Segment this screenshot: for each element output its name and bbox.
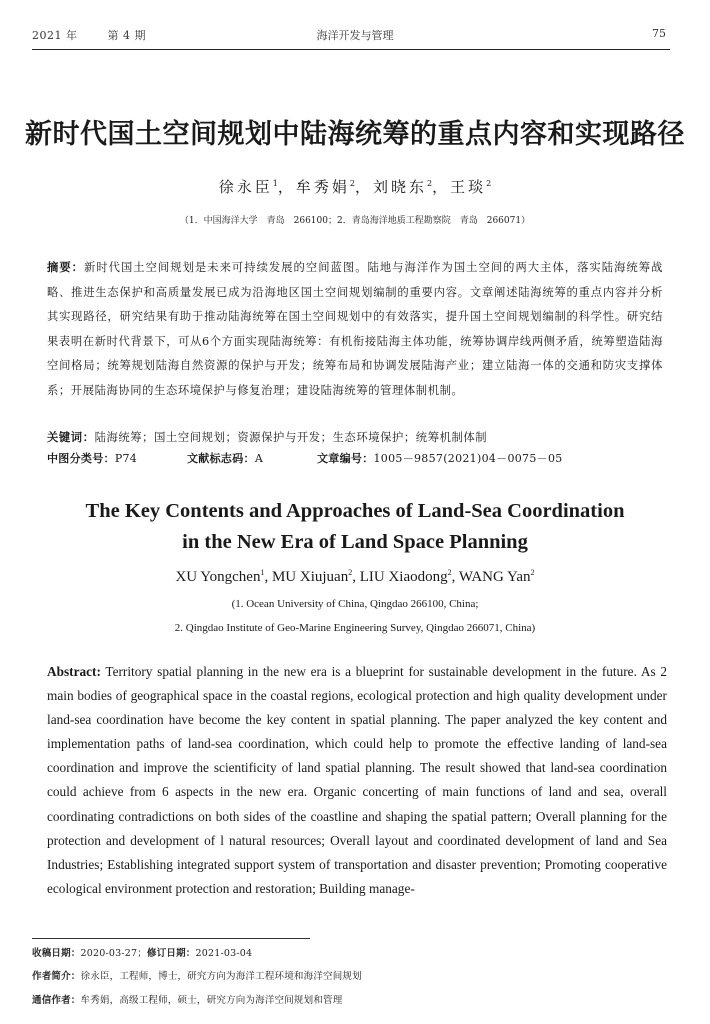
received-label: 收稿日期：: [32, 948, 81, 959]
footnote-author-bio: [32, 968, 362, 982]
doc-code-label: 文献标志码：: [187, 452, 255, 465]
keywords-cn: [47, 426, 663, 451]
author-en-name: LIU Xiaodong: [359, 569, 448, 585]
keywords-cn-text: 陆海统筹；国土空间规划；资源保护与开发；生态环境保护；统筹机制体制: [94, 431, 488, 444]
author-cn-sup: 2: [349, 179, 355, 188]
header-journal-name: 海洋开发与管理: [316, 29, 394, 42]
authors-en: XU Yongchen$^1$, MU Xiujuan$^2$, LIU Xiaodong$^2$, WANG Yan$^2$: [175, 568, 535, 585]
clc-value: P74: [114, 452, 138, 465]
corresponding-label: 通信作者：: [32, 995, 81, 1006]
paper-title-cn: 新时代国土空间规划中陆海统筹的重点内容和实现路径: [25, 119, 685, 150]
affiliation-en-line2: 2. Qingdao Institute of Geo-Marine Engineering Survey, Qingdao 266071, China): [174, 622, 536, 634]
paper-title-en: [0, 496, 710, 558]
corresponding-text: 牟秀娟，高级工程师，硕士，研究方向为海洋空间规划和管理: [80, 995, 343, 1006]
paper-title-en-line2: in the New Era of Land Space Planning: [182, 531, 528, 553]
author-cn-sup: 2: [486, 179, 492, 188]
author-cn-name: 王琰: [450, 178, 487, 196]
author-cn-sup: 1: [272, 179, 278, 188]
author-cn-name: 徐永臣: [218, 178, 273, 196]
doc-code-value: A: [254, 452, 264, 465]
header-page-number: 75: [652, 27, 666, 40]
paper-title-en-line1: The Key Contents and Approaches of Land-Sea Coordination: [85, 500, 625, 522]
footnote-corresponding-author: [32, 992, 342, 1006]
header-year: 2021 年: [32, 29, 78, 42]
author-en-name: XU Yongchen: [175, 569, 261, 585]
author-bio-text: 徐永臣，工程师，博士，研究方向为海洋工程环境和海洋空间规划: [80, 971, 362, 982]
author-en-sup: 2: [447, 568, 452, 577]
author-en-sup: 1: [260, 568, 265, 577]
author-en-sup: 2: [348, 568, 353, 577]
keywords-cn-label: 关键词：: [47, 431, 95, 444]
article-number-label: 文章编号：: [317, 452, 374, 465]
abstract-en: [47, 660, 667, 901]
received-date: 2020-03-27；: [80, 948, 147, 959]
footnote-dates: [32, 945, 252, 959]
clc-label: 中图分类号：: [47, 452, 115, 465]
revised-date: 2021-03-04: [195, 948, 253, 959]
authors-cn: 徐永臣$^1$，牟秀娟$^2$，刘晓东$^2$，王琰$^2$: [218, 178, 492, 196]
author-cn-sup: 2: [427, 179, 433, 188]
affiliation-en-line1: (1. Ocean University of China, Qingdao 266100, China;: [231, 598, 479, 610]
header-issue: 第 4 期: [107, 29, 146, 42]
author-en-name: MU Xiujuan: [271, 569, 349, 585]
abstract-cn: [47, 256, 663, 403]
header-divider: [32, 49, 670, 50]
footnote-divider: [32, 938, 310, 939]
author-bio-label: 作者简介：: [32, 971, 81, 982]
author-en-name: WANG Yan: [458, 569, 531, 585]
affiliation-cn: （1．中国海洋大学 青岛 266100；2．青岛海洋地质工程勘察院 青岛 266071）: [179, 216, 531, 226]
abstract-cn-text: 新时代国土空间规划是未来可持续发展的空间蓝图。陆地与海洋作为国土空间的两大主体，落实陆海统筹战略、推进生态保护和高质量发展已成为沿海地区国土空间规划编制的重要内容。文章阐述陆海统筹的重点内容并分析其实现路径，研究结果有助于推动陆海统筹在国土空间规划中的有效落实，提升国土空间规划编制的科学性。研究结果表明在新时代背景下，可从6个方面实现陆海统筹：有机衔接陆海主体功能，统筹协调岸线两侧矛盾，统筹塑造陆海空间格局；统筹规划陆海自然资源的保护与开发；统筹布局和协调发展陆海产业；建立陆海一体的交通和防灾支撑体系；开展陆海协同的生态环境保护与修复治理；建设陆海统筹的管理体制机制。: [47, 261, 663, 397]
classification-line: [47, 450, 563, 466]
author-en-sup: 2: [530, 568, 535, 577]
author-cn-name: 牟秀娟: [295, 178, 350, 196]
author-cn-name: 刘晓东: [373, 178, 428, 196]
abstract-en-text: Territory spatial planning in the new era is a blueprint for sustainable development in the future. As 2 main bodies of geographical space in the coastal regions, ecological protection and high quality development under land-sea coordination have become the key content in spatial planning. The paper analyzed the key content and implementation paths of land-sea coordination, which could help to promote the effective landing of land-sea coordination and improve the scientificity of land spatial planning. The result showed that land-sea coordination could achieve from 6 aspects in the new era. Organic concerting of main functions of land and sea, overall coordinating contradictions on both sides of the coastline and shaping the spatial pattern; Overall planning for the protection and development of l natural resources; Overall layout and coordinated development of land and Sea Industries; Establishing integrated support system of transportation and disaster prevention; Promoting cooperative ecological environment protection and restoration; Building manage-: [47, 664, 667, 896]
article-number-value: 1005－9857(2021)04－0075－05: [373, 452, 563, 465]
abstract-cn-label: 摘要：: [47, 261, 84, 274]
revised-label: 修订日期：: [147, 948, 196, 959]
abstract-en-label: Abstract:: [47, 664, 101, 679]
